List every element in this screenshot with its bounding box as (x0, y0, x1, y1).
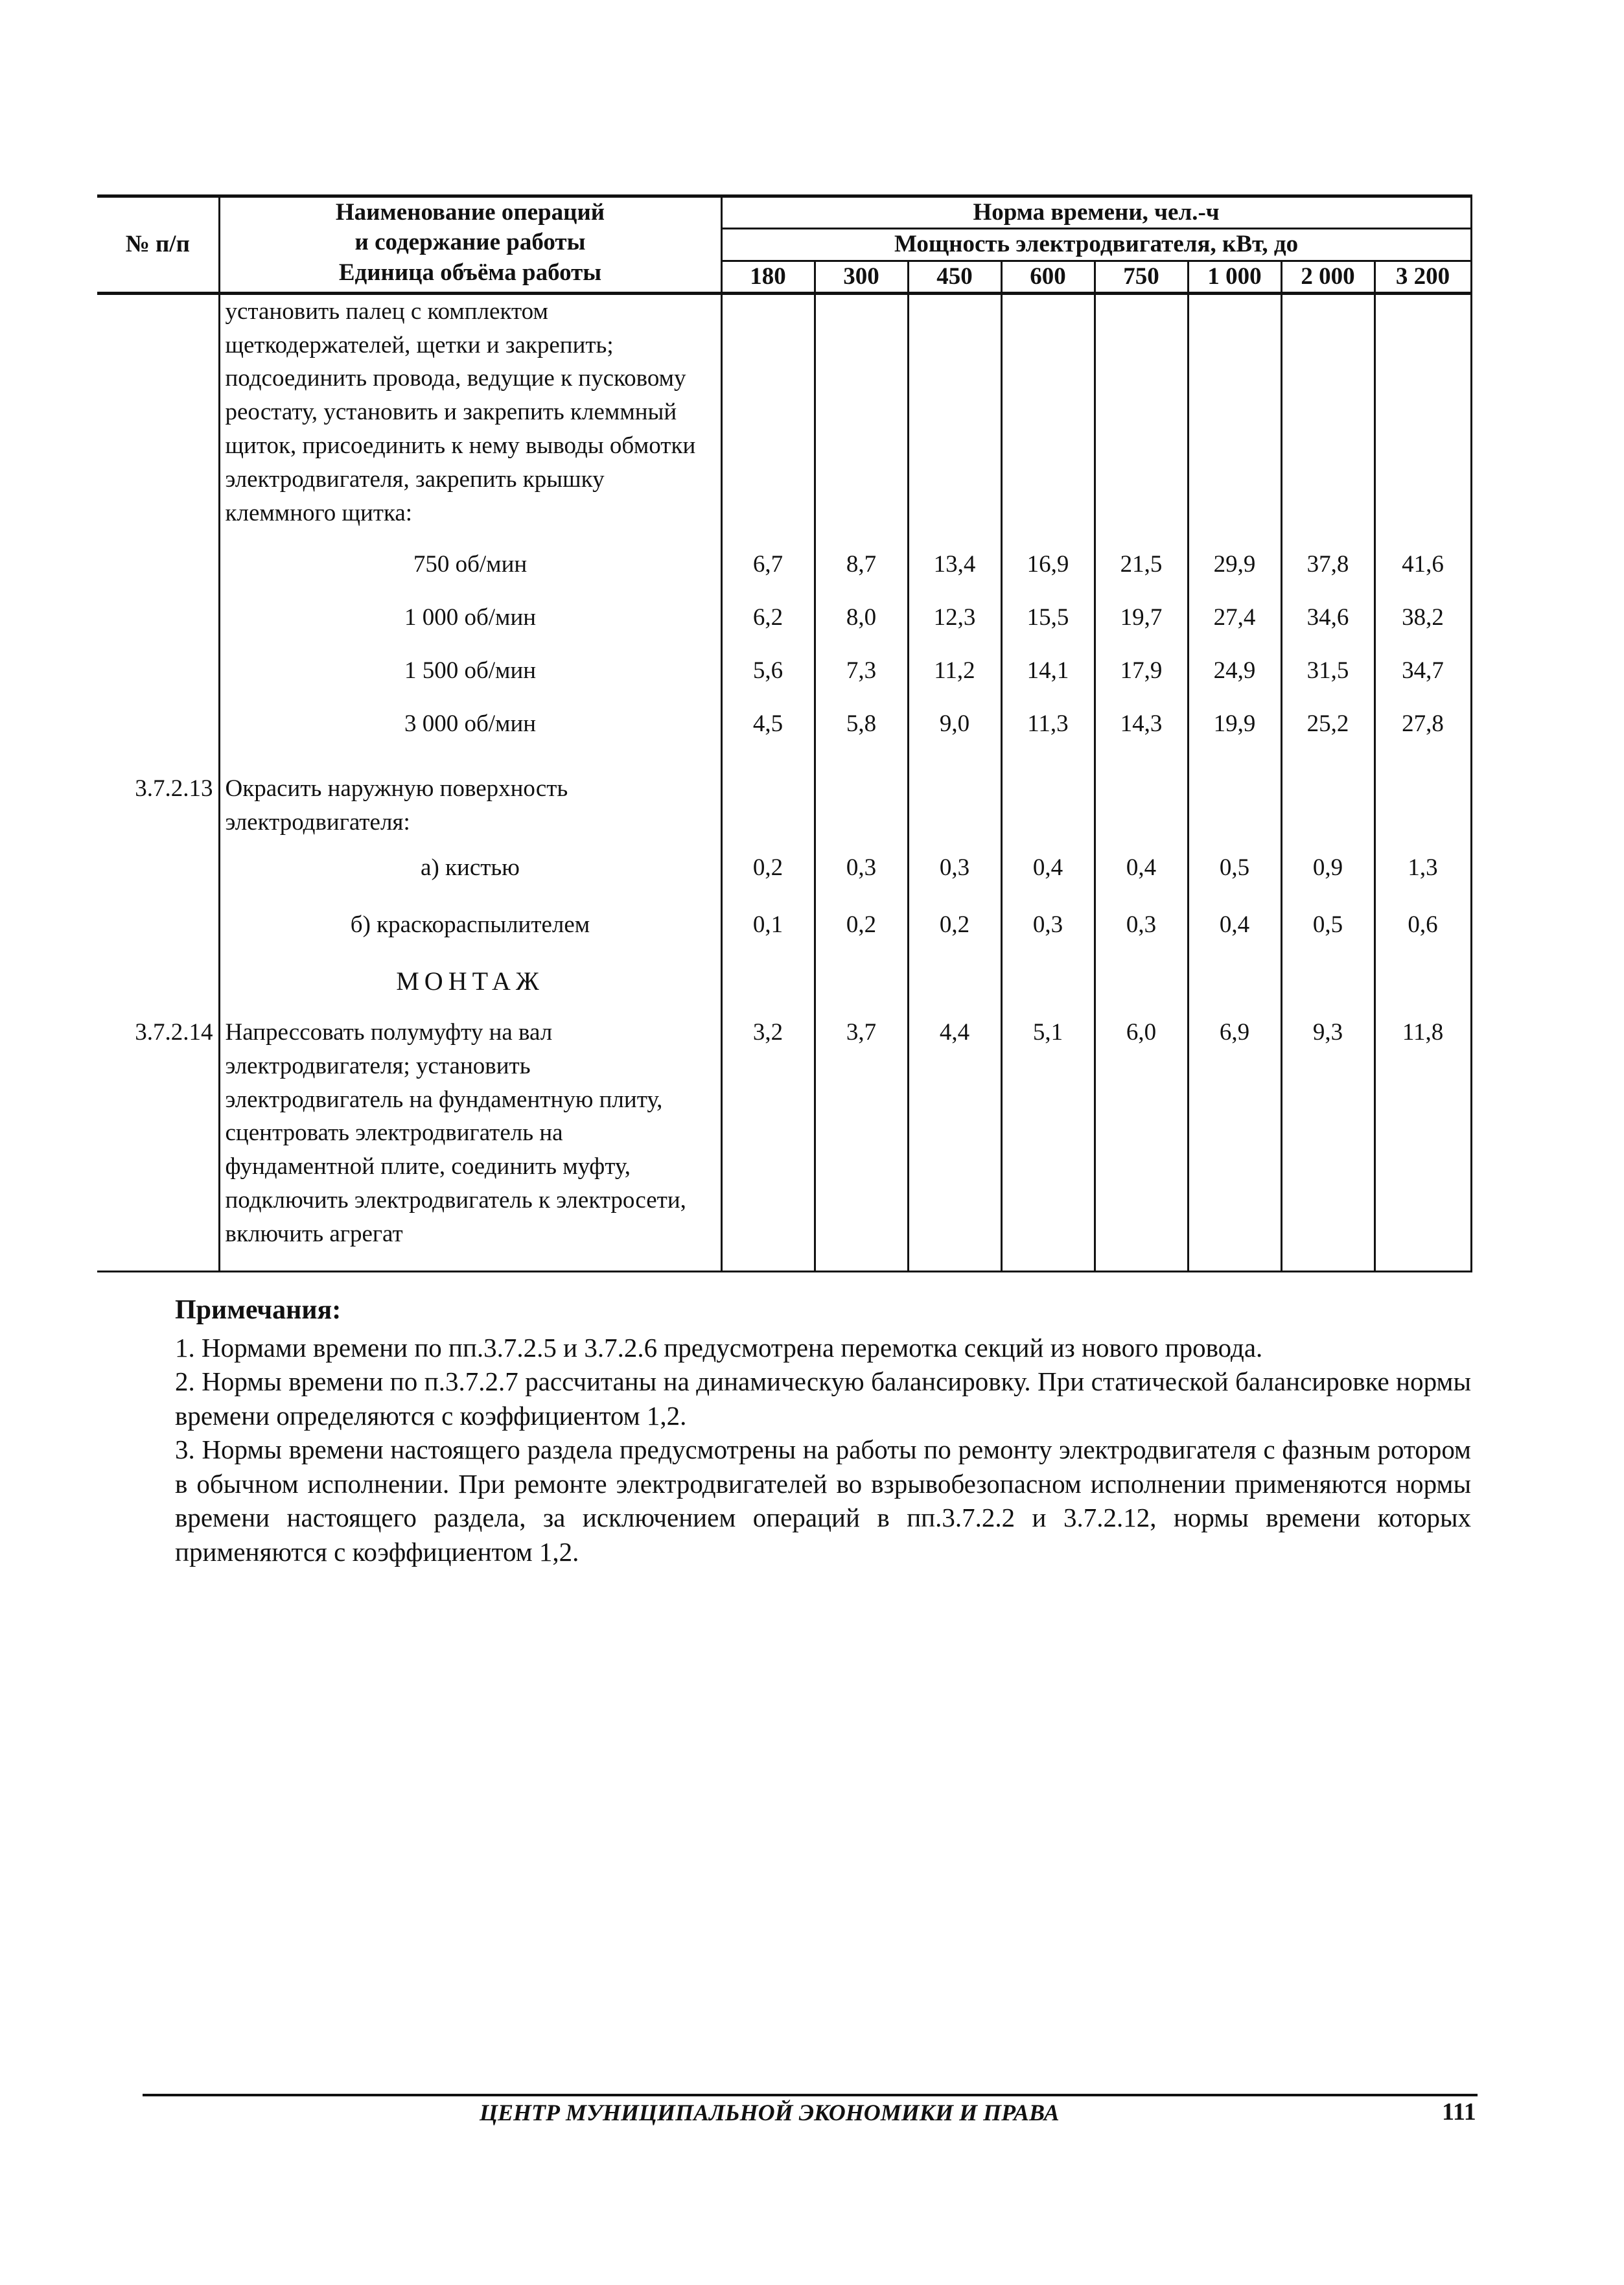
table-cell: 11,2 (908, 654, 1001, 707)
header-num (97, 196, 219, 294)
note-item: 1. Нормами времени по пп.3.7.2.5 и 3.7.2.6 предусмотрена перемотка секций из нового провода. (175, 1332, 1263, 1363)
header-name-line-1: Наименование операций (335, 199, 605, 226)
table-row (97, 654, 1471, 707)
page-number: 111 (1442, 2098, 1476, 2126)
header-num-text: № п/п (125, 231, 190, 258)
table-cell: 12,3 (908, 601, 1001, 654)
table-row (97, 601, 1471, 654)
table-cell: 0,4 (1001, 839, 1095, 896)
table-cell: 9,0 (908, 707, 1001, 760)
table-cell: 17,9 (1095, 654, 1188, 707)
table-cell: 0,2 (721, 839, 815, 896)
table-cell: 19,9 (1188, 707, 1281, 760)
continued-operation-text: установить палец с комплектом щеткодержателей, щетки и закрепить; подсоединить провода, ведущие к пусковому реостату, установить и закрепить клеммный щиток, присоединить к нему выводы обмотки электродвигателя, закрепить крышку клеммного щитка: (225, 298, 696, 526)
header-power-title: Мощность электродвигателя, кВт, до (721, 229, 1471, 261)
table-cell: 3,2 (721, 1009, 815, 1271)
table-cell: 15,5 (1001, 601, 1095, 654)
table-header-row (97, 196, 1471, 229)
table-cell: 0,4 (1095, 839, 1188, 896)
notes-block (175, 1293, 1471, 1569)
table-cell: 31,5 (1281, 654, 1375, 707)
notes-title: Примечания: (175, 1295, 342, 1325)
header-power-450: 450 (908, 261, 1001, 293)
table-cell: 0,9 (1281, 839, 1375, 896)
table-cell: 11,3 (1001, 707, 1095, 760)
table-cell: 13,4 (908, 548, 1001, 601)
note-item: 2. Нормы времени по п.3.7.2.7 рассчитаны на динамическую балансировку. При статической балансировке нормы времени определяются с коэффициентом 1,2. (175, 1366, 1471, 1431)
table-cell: 24,9 (1188, 654, 1281, 707)
table-cell: 4,4 (908, 1009, 1001, 1271)
table-cell: 0,3 (1001, 896, 1095, 954)
table-cell: 14,1 (1001, 654, 1095, 707)
table-cell: 0,3 (908, 839, 1001, 896)
item-number: 3.7.2.13 (97, 760, 219, 839)
note-item: 3. Нормы времени настоящего раздела предусмотрены на работы по ремонту электродвигателя с фазным ротором в обычном исполнении. При ремонте электродвигателей во взрывобезопасном исполнении применяются нормы времени настоящего раздела, за исключением операций в пп.3.7.2.2 и 3.7.2.12, нормы времени которых применяются с коэффициентом 1,2. (175, 1435, 1471, 1567)
table-cell: 14,3 (1095, 707, 1188, 760)
header-norm-title: Норма времени, чел.-ч (721, 196, 1471, 229)
table-cell: 6,9 (1188, 1009, 1281, 1271)
table-cell: 27,4 (1188, 601, 1281, 654)
table-row (97, 760, 1471, 839)
table-cell: 8,0 (815, 601, 908, 654)
table-cell: 3,7 (815, 1009, 908, 1271)
table-cell: 0,1 (721, 896, 815, 954)
table-cell: 0,3 (815, 839, 908, 896)
table-cell: 7,3 (815, 654, 908, 707)
table-cell: 0,2 (815, 896, 908, 954)
operation-text: Напрессовать полумуфту на вал электродвигателя; установить электродвигатель на фундаментную плиту, сцентровать электродвигатель на фундаментной плите, соединить муфту, подключить электродвигатель к электросети, включить агрегат (219, 1009, 721, 1271)
header-power-300: 300 (815, 261, 908, 293)
header-power-2000: 2 000 (1281, 261, 1375, 293)
speed-label: 1 000 об/мин (404, 604, 537, 631)
table-cell: 0,5 (1281, 896, 1375, 954)
table-cell: 38,2 (1375, 601, 1471, 654)
header-power-600: 600 (1001, 261, 1095, 293)
table-cell: 34,7 (1375, 654, 1471, 707)
header-name-line-2: и содержание работы (354, 229, 586, 256)
table-cell: 0,2 (908, 896, 1001, 954)
table-row (97, 548, 1471, 601)
footer-divider (143, 2094, 1478, 2096)
header-name-line-3: Единица объёма работы (338, 259, 602, 286)
method-label: а) кистью (421, 854, 520, 882)
table-cell: 5,6 (721, 654, 815, 707)
header-power-180: 180 (721, 261, 815, 293)
table-cell: 6,2 (721, 601, 815, 654)
header-name (219, 196, 721, 294)
table-cell: 41,6 (1375, 548, 1471, 601)
table-cell: 19,7 (1095, 601, 1188, 654)
operation-text: Окрасить наружную поверхность электродвигателя: (225, 775, 568, 836)
table-cell: 0,4 (1188, 896, 1281, 954)
table-row (97, 954, 1471, 1009)
table-cell: 1,3 (1375, 839, 1471, 896)
speed-label: 1 500 об/мин (404, 657, 537, 685)
table-cell: 0,6 (1375, 896, 1471, 954)
footer-publisher: ЦЕНТР МУНИЦИПАЛЬНОЙ ЭКОНОМИКИ И ПРАВА (480, 2100, 1060, 2126)
table-cell: 34,6 (1281, 601, 1375, 654)
header-power-1000: 1 000 (1188, 261, 1281, 293)
speed-label: 750 об/мин (413, 551, 528, 578)
table-cell: 16,9 (1001, 548, 1095, 601)
table-cell: 9,3 (1281, 1009, 1375, 1271)
table-cell: 0,5 (1188, 839, 1281, 896)
table-cell: 0,3 (1095, 896, 1188, 954)
table-cell: 29,9 (1188, 548, 1281, 601)
table-cell: 5,8 (815, 707, 908, 760)
table-cell: 27,8 (1375, 707, 1471, 760)
table-row (97, 896, 1471, 954)
table-cell: 8,7 (815, 548, 908, 601)
speed-label: 3 000 об/мин (404, 710, 537, 738)
table-cell: 6,7 (721, 548, 815, 601)
table-cell: 4,5 (721, 707, 815, 760)
section-heading: МОНТАЖ (396, 966, 544, 996)
table-row (97, 1009, 1471, 1271)
table-cell: 6,0 (1095, 1009, 1188, 1271)
norms-table (97, 194, 1472, 1272)
header-power-3200: 3 200 (1375, 261, 1471, 293)
table-row (97, 293, 1471, 548)
table-cell: 5,1 (1001, 1009, 1095, 1271)
table-row (97, 707, 1471, 760)
item-number: 3.7.2.14 (97, 1009, 219, 1271)
table-cell: 11,8 (1375, 1009, 1471, 1271)
header-power-750: 750 (1095, 261, 1188, 293)
table-row (97, 839, 1471, 896)
table-cell: 25,2 (1281, 707, 1375, 760)
table-cell: 37,8 (1281, 548, 1375, 601)
method-label: б) краскораспылителем (350, 911, 590, 939)
table-cell: 21,5 (1095, 548, 1188, 601)
